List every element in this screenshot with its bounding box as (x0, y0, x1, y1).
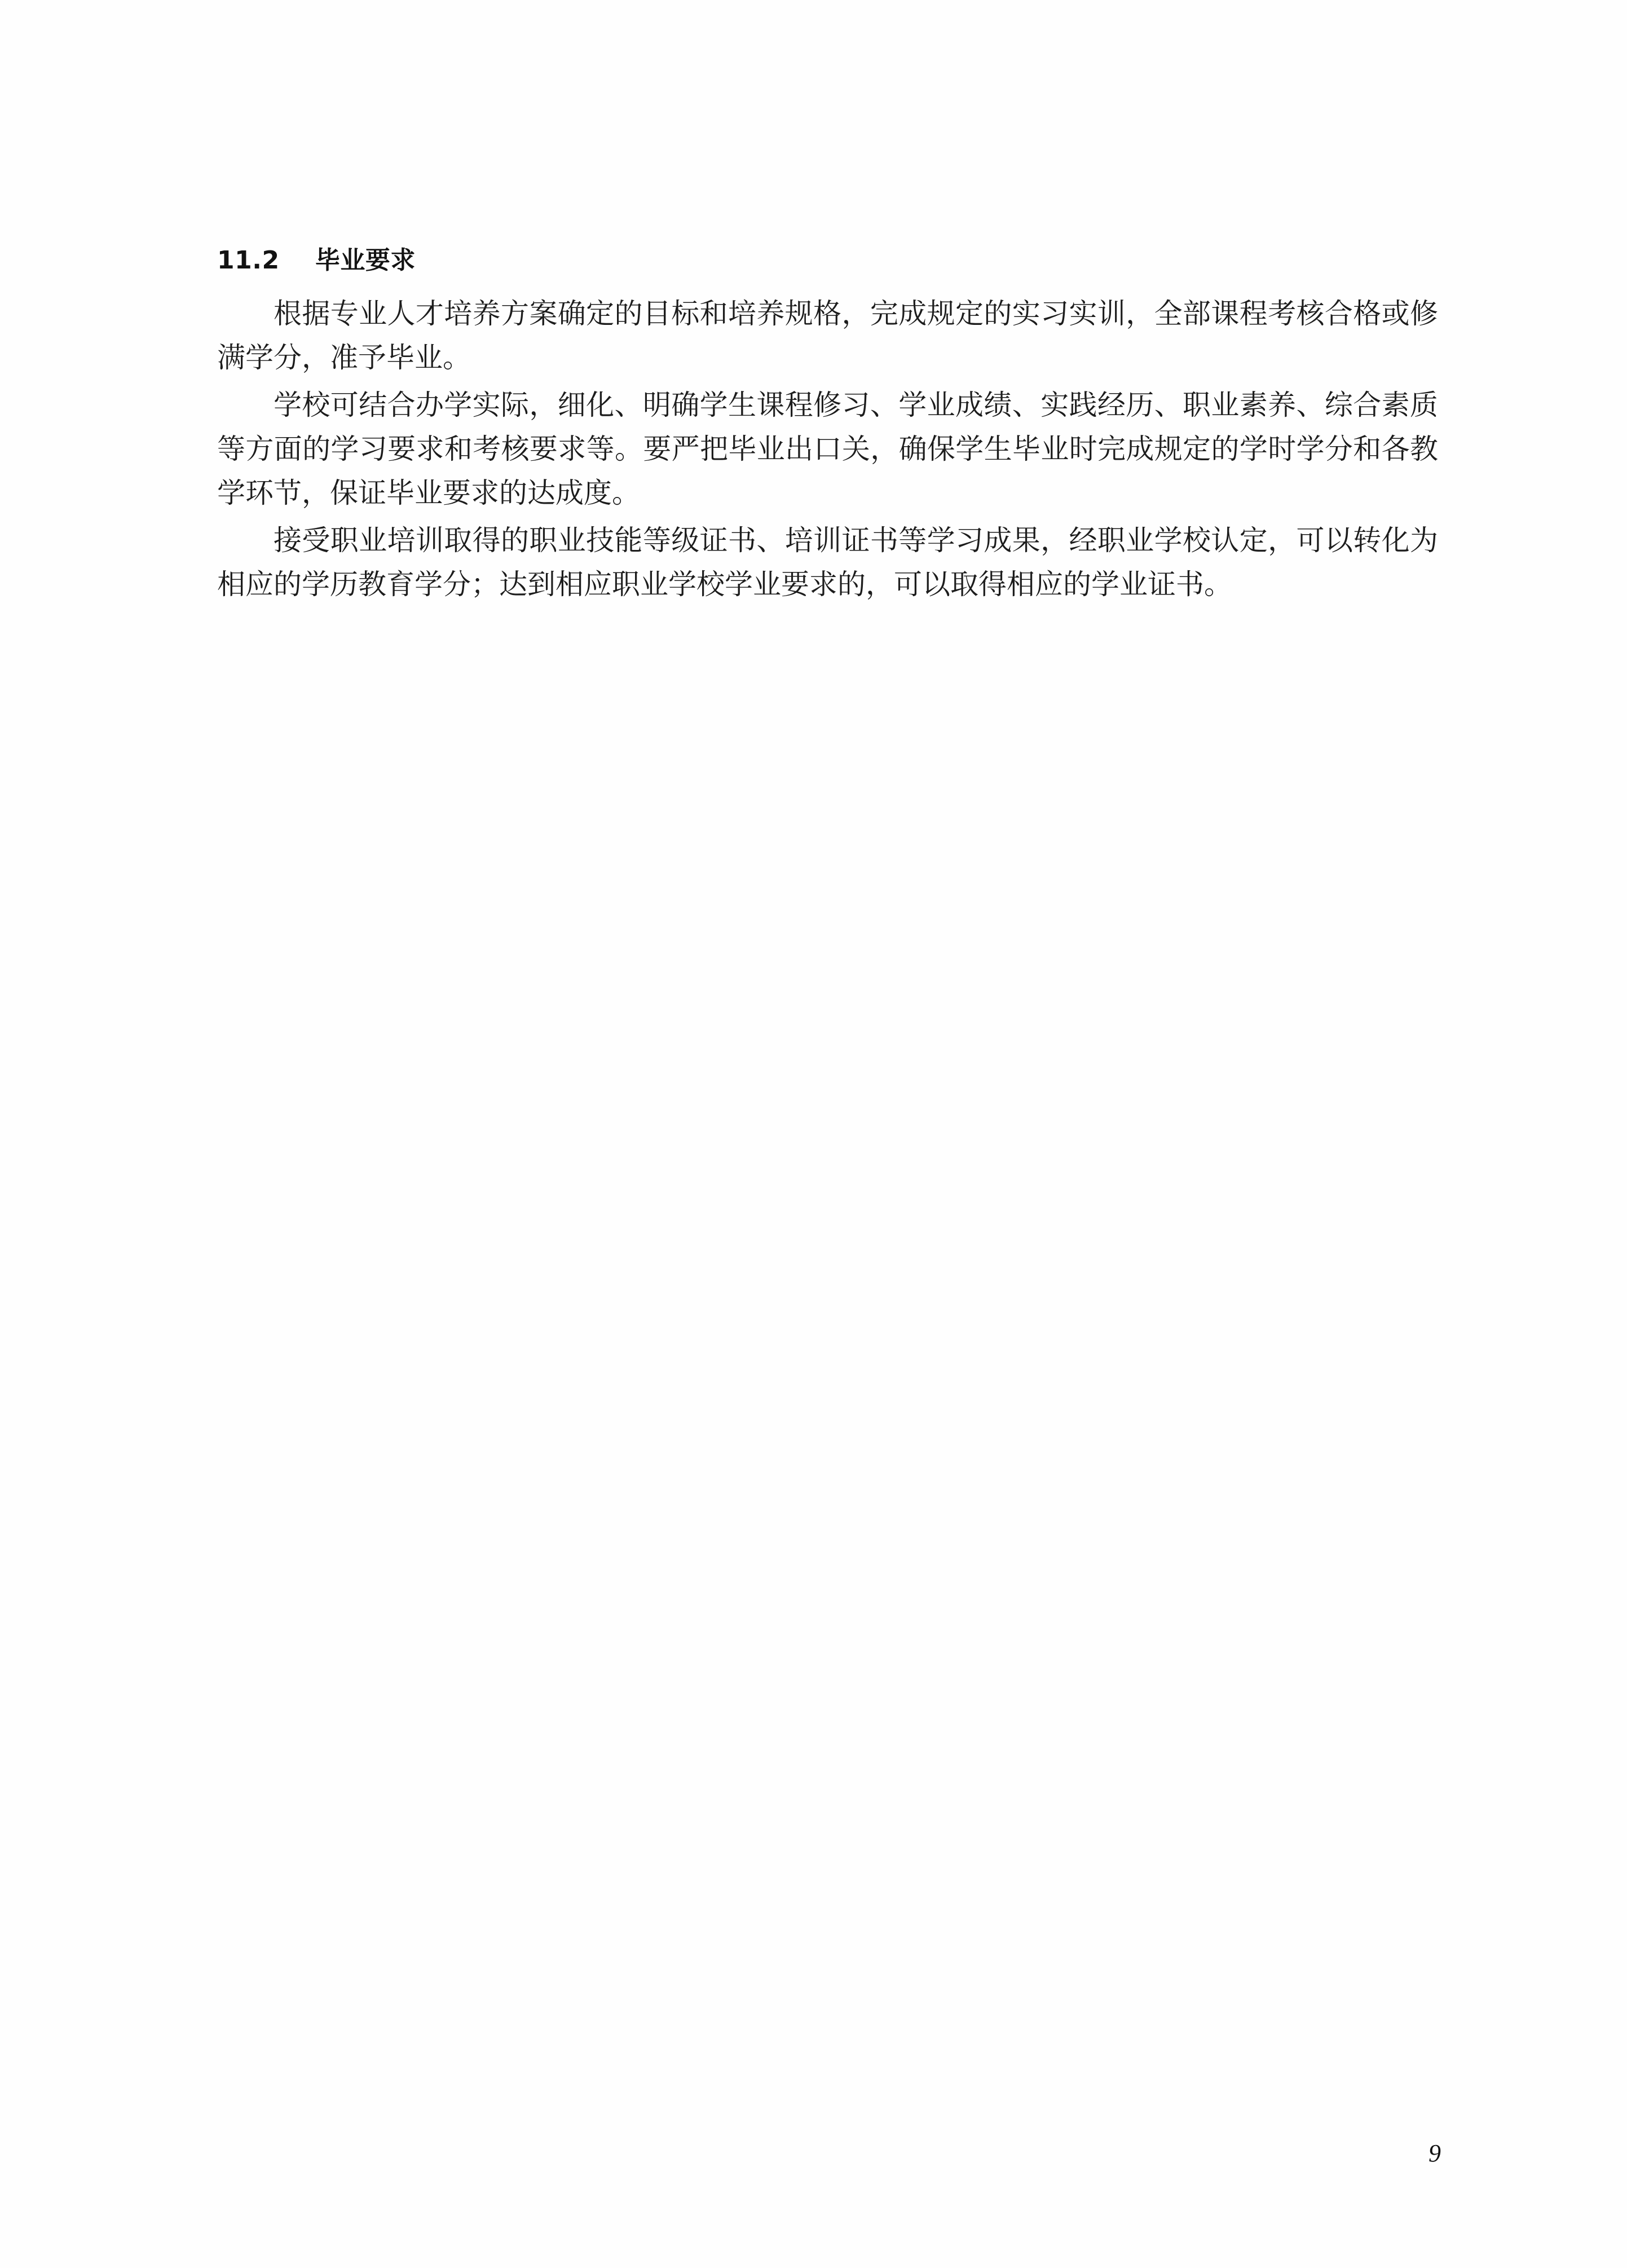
page-number: 9 (1428, 2139, 1441, 2167)
paragraph: 接受职业培训取得的职业技能等级证书、培训证书等学习成果，经职业学校认定，可以转化为相应的学历教育学分；达到相应职业学校学业要求的，可以取得相应的学业证书。 (217, 524, 1438, 601)
paragraph: 根据专业人才培养方案确定的目标和培养规格，完成规定的实习实训，全部课程考核合格或修满学分，准予毕业。 (217, 297, 1438, 374)
section-heading: 11.2 毕业要求 (217, 246, 416, 275)
paragraph: 学校可结合办学实际，细化、明确学生课程修习、学业成绩、实践经历、职业素养、综合素质等方面的学习要求和考核要求等。要严把毕业出口关，确保学生毕业时完成规定的学时学分和各教学环节，保证毕业要求的达成度。 (217, 389, 1438, 509)
page-content (217, 240, 1438, 610)
